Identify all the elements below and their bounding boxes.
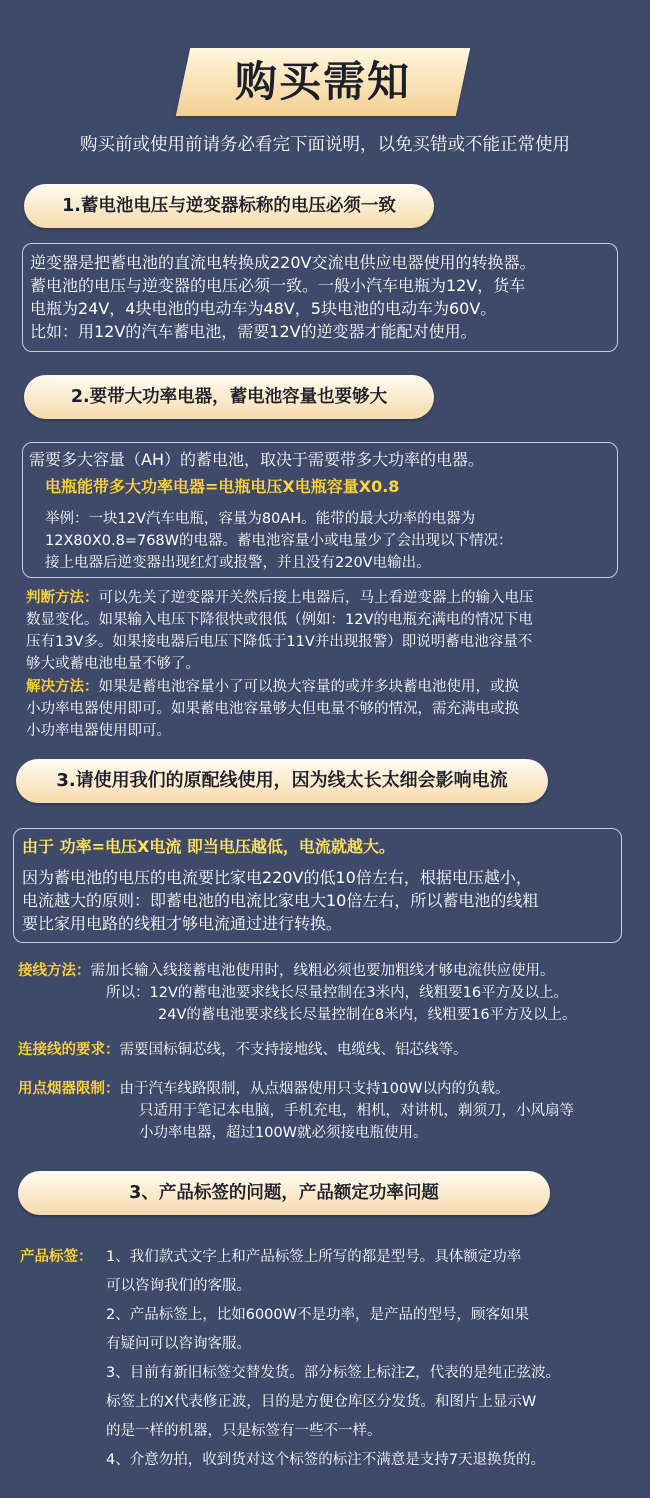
cable-requirement-label: 连接线的要求： xyxy=(18,1042,120,1058)
section1-line: 逆变器是把蓄电池的直流电转换成220V交流电供应电器使用的转换器。 xyxy=(30,253,536,272)
lighter-line: 小功率电器，超过100W就必须接电瓶使用。 xyxy=(139,1125,428,1141)
product-label-label: 产品标签： xyxy=(20,1249,93,1265)
solve-method-label: 解决方法： xyxy=(26,679,99,695)
page-title: 购买需知 xyxy=(234,57,411,106)
judge-line: 压有13V多。如果接电器后电压下降低于11V并出现报警）即说明蓄电池容量不 xyxy=(26,634,533,650)
product-label-line: 2、产品标签上，比如6000W不是功率，是产品的型号，顾客如果 xyxy=(106,1307,529,1323)
section3-line: 电流越大的原则：即蓄电池的电流比家电大10倍左右，所以蓄电池的线粗 xyxy=(22,891,539,910)
power-formula: 电瓶能带多大功率电器=电瓶电压X电瓶容量X0.8 xyxy=(45,477,400,496)
wiring-method-block xyxy=(18,960,638,1028)
product-label-line: 有疑问可以咨询客服。 xyxy=(106,1336,251,1352)
lighter-line: 只适用于笔记本电脑，手机充电，相机，对讲机，剃须刀，小风扇等 xyxy=(139,1103,574,1119)
judge-line: 够大或蓄电池电量不够了。 xyxy=(26,656,200,672)
product-label-block xyxy=(20,1244,640,1474)
solve-line: 小功率电器使用即可。如果蓄电池容量够大但电量不够的情况，需充满电或换 xyxy=(26,701,519,717)
section2-intro: 需要多大容量（AH）的蓄电池，取决于需要带多大功率的电器。 xyxy=(29,450,484,469)
judge-method-block xyxy=(26,587,626,677)
section1-heading: 1.蓄电池电压与逆变器标称的电压必须一致 xyxy=(24,184,434,228)
example-line: 12X80X0.8=768W的电器。蓄电池容量小或电量少了会出现以下情况： xyxy=(45,533,513,549)
lighter-limit-label: 用点烟器限制： xyxy=(18,1081,120,1097)
wiring-line: 24V的蓄电池要求线长尽量控制在8米内，线粗要16平方及以上。 xyxy=(158,1007,577,1023)
solve-line: 小功率电器使用即可。 xyxy=(26,723,171,739)
cable-requirement-text: 需要国标铜芯线，不支持接地线、电缆线、铝芯线等。 xyxy=(119,1042,468,1058)
lighter-limit-block xyxy=(18,1078,648,1146)
product-label-line: 标签上的X代表修正波，目的是方便仓库区分发货。和图片上显示W xyxy=(106,1394,537,1410)
judge-line: 可以先关了逆变器开关然后接上电器后，马上看逆变器上的输入电压 xyxy=(98,590,534,606)
judge-method-label: 判断方法： xyxy=(26,590,99,606)
section3-box xyxy=(13,828,622,943)
solve-line: 如果是蓄电池容量小了可以换大容量的或并多块蓄电池使用，或换 xyxy=(98,679,519,695)
solve-method-block xyxy=(26,676,626,744)
section3-line: 要比家用电路的线粗才够电流通过进行转换。 xyxy=(22,914,343,933)
wiring-line: 所以：12V的蓄电池要求线长尽量控制在3米内，线粗要16平方及以上。 xyxy=(106,985,569,1001)
cable-requirement-block xyxy=(18,1039,638,1063)
wiring-method-label: 接线方法： xyxy=(18,963,91,979)
section4-heading: 3、产品标签的问题，产品额定功率问题 xyxy=(18,1171,550,1215)
example-line: 接上电器后逆变器出现红灯或报警，并且没有220V电输出。 xyxy=(45,555,431,571)
current-principle: 由于 功率=电压X电流 即当电压越低，电流就越大。 xyxy=(22,837,395,856)
section2-box xyxy=(22,442,618,578)
product-label-line: 的是一样的机器，只是标签有一些不一样。 xyxy=(106,1423,382,1439)
section3-heading: 3.请使用我们的原配线使用，因为线太长太细会影响电流 xyxy=(16,759,548,803)
section1-line: 比如：用12V的汽车蓄电池，需要12V的逆变器才能配对使用。 xyxy=(30,322,477,341)
section1-line: 电瓶为24V，4块电池的电动车为48V，5块电池的电动车为60V。 xyxy=(30,299,497,318)
product-label-line: 3、目前有新旧标签交替发货。部分标签上标注Z，代表的是纯正弦波。 xyxy=(106,1365,561,1381)
page-subtitle: 购买前或使用前请务必看完下面说明，以免买错或不能正常使用 xyxy=(80,135,570,155)
product-label-line: 1、我们款式文字上和产品标签上所写的都是型号。具体额定功率 xyxy=(106,1249,522,1265)
judge-line: 数显变化。如果输入电压下降很快或很低（例如：12V的电瓶充满电的情况下电 xyxy=(26,612,533,628)
product-label-line: 可以咨询我们的客服。 xyxy=(106,1278,251,1294)
section2-heading: 2.要带大功率电器，蓄电池容量也要够大 xyxy=(24,375,434,419)
section1-box xyxy=(22,243,618,352)
lighter-line: 由于汽车线路限制，从点烟器使用只支持100W以内的负载。 xyxy=(119,1081,510,1097)
section1-line: 蓄电池的电压与逆变器的电压必须一致。一般小汽车电瓶为12V，货车 xyxy=(30,276,526,295)
section3-line: 因为蓄电池的电压的电流要比家电220V的低10倍左右，根据电压越小， xyxy=(22,868,532,887)
product-label-line: 4、介意勿拍，收到货对这个标签的标注不满意是支持7天退换货的。 xyxy=(106,1452,545,1468)
wiring-line: 需加长输入线接蓄电池使用时，线粗必须也要加粗线才够电流供应使用。 xyxy=(90,963,555,979)
example-line: 举例：一块12V汽车电瓶，容量为80AH。能带的最大功率的电器为 xyxy=(45,511,476,527)
